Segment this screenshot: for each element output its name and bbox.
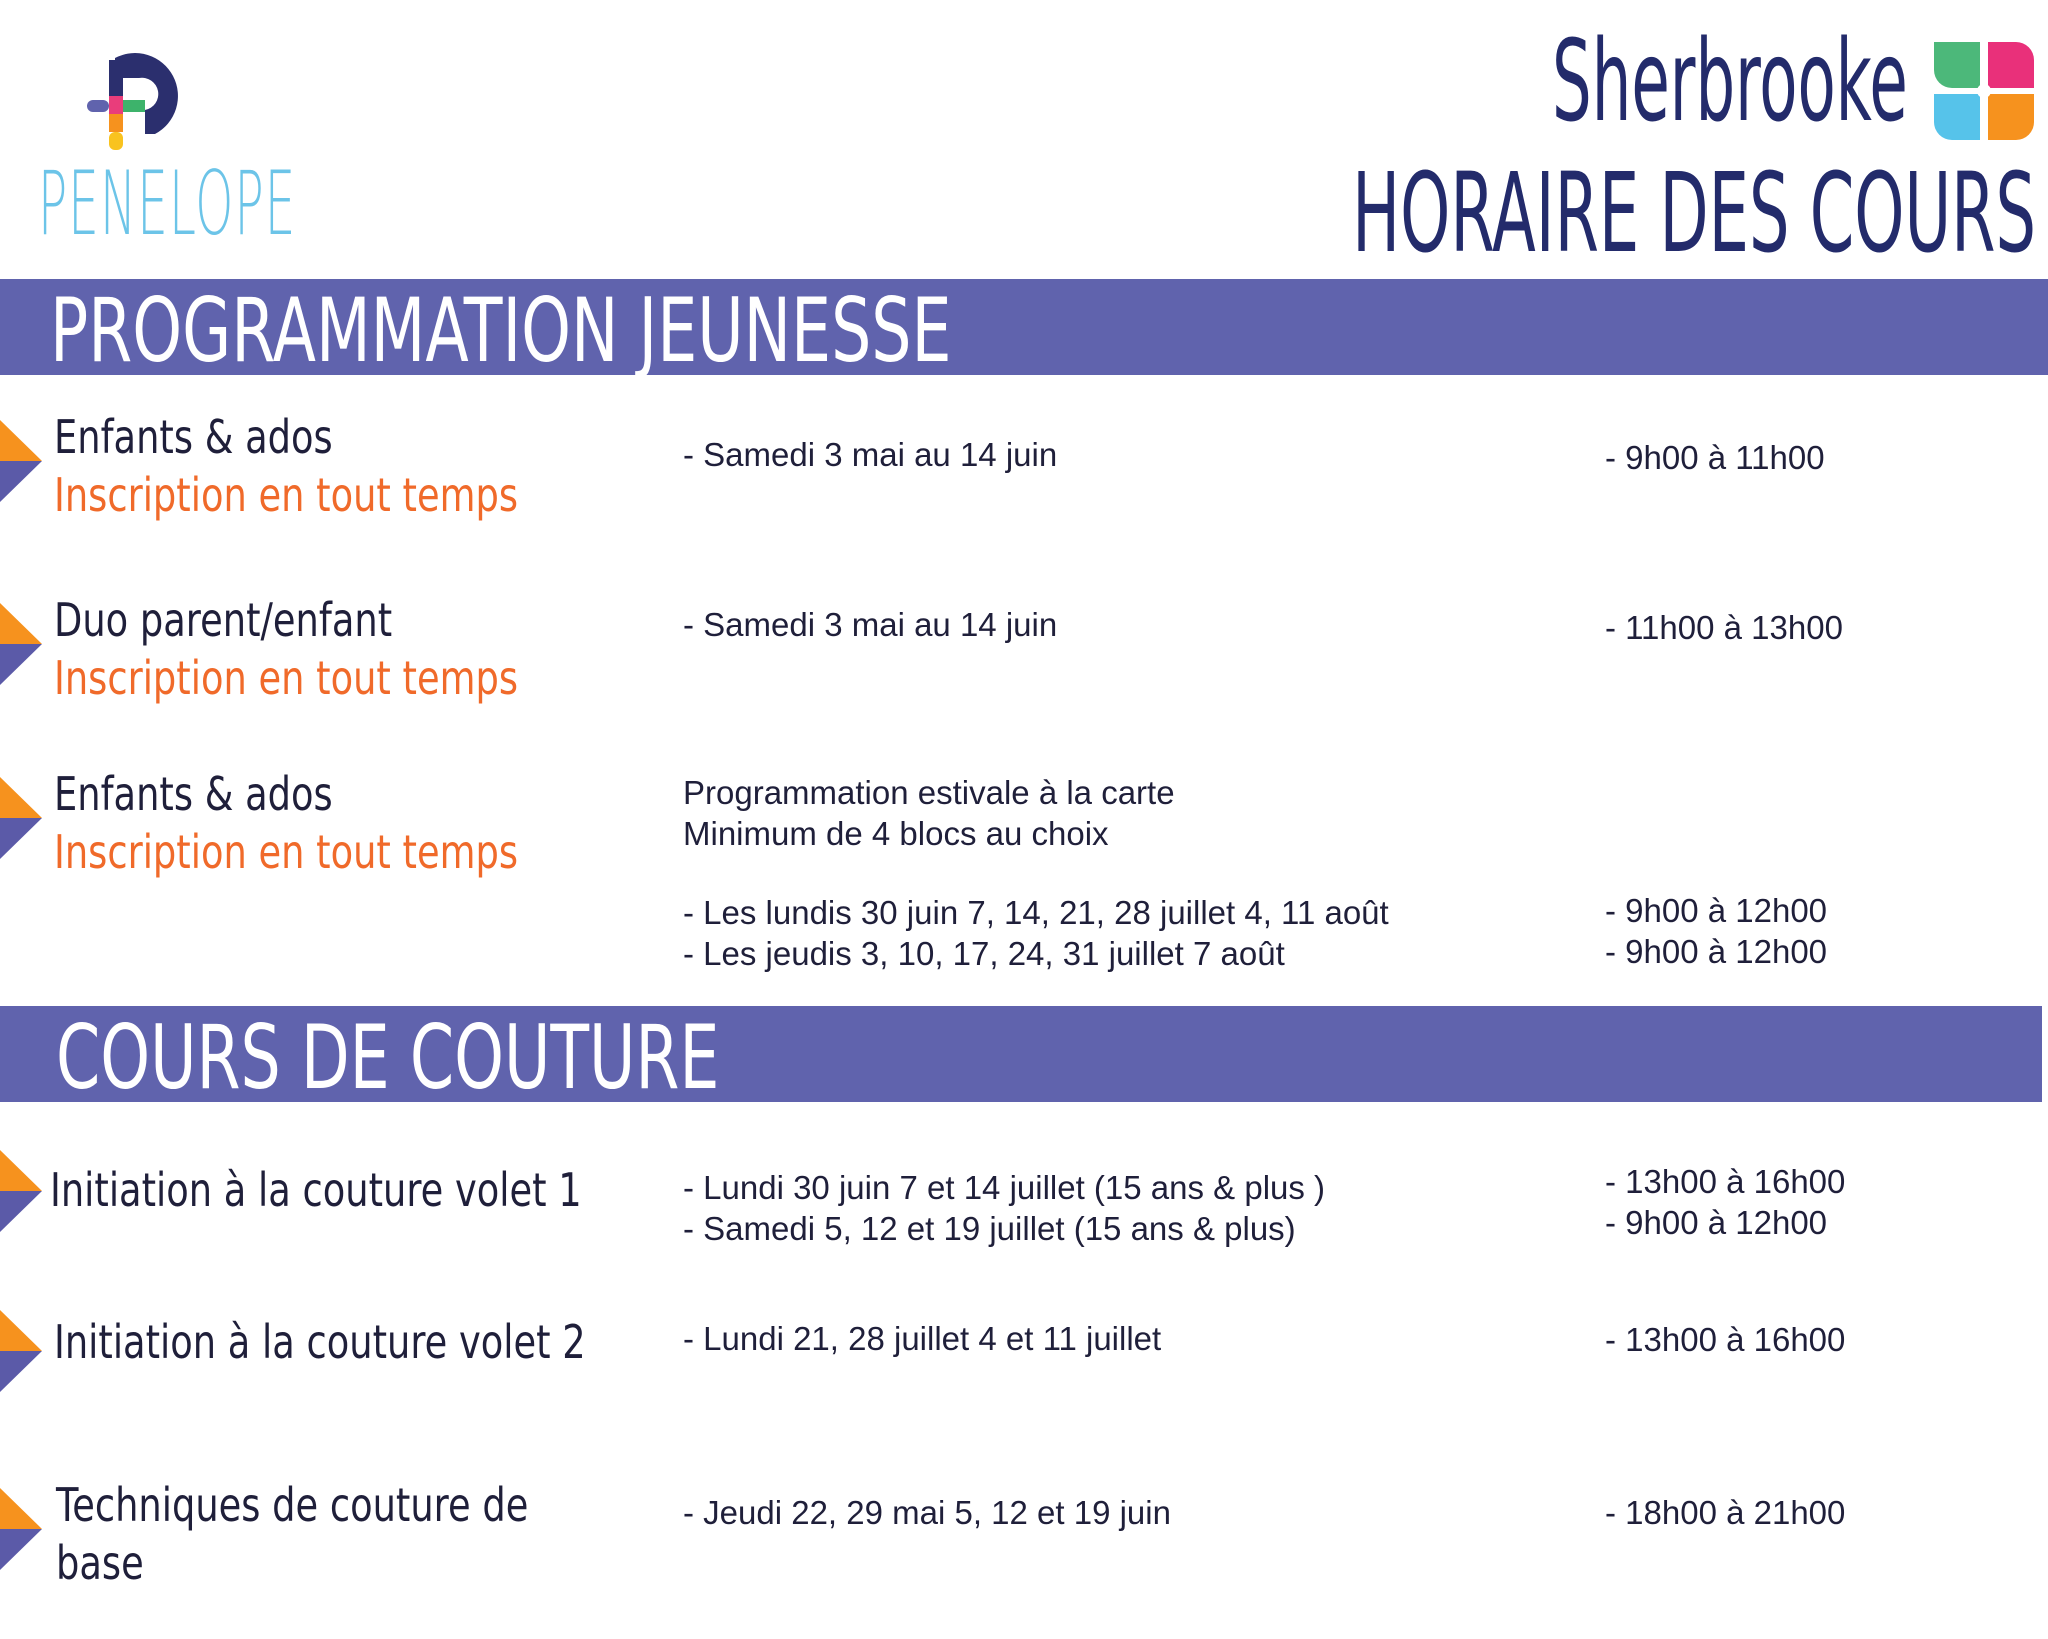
course-dates: - Samedi 3 mai au 14 juin bbox=[683, 606, 1058, 643]
course-times: - 9h00 à 11h00 bbox=[1605, 439, 1825, 476]
course-times: - 13h00 à 16h00 bbox=[1605, 1321, 1846, 1358]
penelope-logo-mark bbox=[85, 38, 195, 158]
course-intro: Programmation estivale à la carte Minimum de 4 blocs au choix bbox=[683, 774, 1175, 852]
row-marker-icon bbox=[0, 1488, 42, 1570]
course-name: Techniques de couture de base bbox=[56, 1478, 529, 1590]
course-times: - 9h00 à 12h00 - 9h00 à 12h00 bbox=[1605, 892, 1828, 970]
penelope-logo-text: PENELOPE bbox=[38, 152, 297, 255]
course-name: Duo parent/enfant bbox=[54, 593, 393, 647]
course-dates: - Lundi 21, 28 juillet 4 et 11 juillet bbox=[683, 1320, 1162, 1357]
course-dates: - Lundi 30 juin 7 et 14 juillet (15 ans & plus ) - Samedi 5, 12 et 19 juillet (15 ans & plus) bbox=[683, 1169, 1326, 1247]
row-marker-icon bbox=[0, 1310, 42, 1392]
course-dates: - Samedi 3 mai au 14 juin bbox=[683, 436, 1058, 473]
course-name: Enfants & ados bbox=[54, 767, 333, 821]
row-marker-icon bbox=[0, 603, 42, 685]
course-registration: Inscription en tout temps bbox=[54, 651, 518, 705]
course-times: - 13h00 à 16h00 - 9h00 à 12h00 bbox=[1605, 1163, 1846, 1241]
course-registration: Inscription en tout temps bbox=[54, 468, 518, 522]
course-dates: - Les lundis 30 juin 7, 14, 21, 28 juillet 4, 11 août - Les jeudis 3, 10, 17, 24, 31 juillet 7 août bbox=[683, 894, 1389, 972]
sherbrooke-mosaic-icon bbox=[1934, 42, 2034, 140]
course-name: Initiation à la couture volet 2 bbox=[54, 1315, 586, 1369]
course-name: Enfants & ados bbox=[54, 410, 333, 464]
city-name: Sherbrooke bbox=[1552, 17, 1908, 147]
section-title: COURS DE COUTURE bbox=[56, 1006, 720, 1109]
course-times: - 11h00 à 13h00 bbox=[1605, 609, 1843, 646]
row-marker-icon bbox=[0, 420, 42, 502]
section-bar-couture bbox=[0, 1006, 2042, 1109]
course-dates: - Jeudi 22, 29 mai 5, 12 et 19 juin bbox=[683, 1494, 1171, 1531]
row-marker-icon bbox=[0, 1150, 42, 1232]
course-name: Initiation à la couture volet 1 bbox=[50, 1163, 582, 1217]
row-marker-icon bbox=[0, 777, 42, 859]
section-title: PROGRAMMATION JEUNESSE bbox=[50, 279, 952, 382]
course-times: - 18h00 à 21h00 bbox=[1605, 1494, 1846, 1531]
schedule-title: HORAIRE DES COURS bbox=[1352, 149, 2036, 277]
section-bar-jeunesse bbox=[0, 279, 2048, 382]
course-registration: Inscription en tout temps bbox=[54, 825, 518, 879]
